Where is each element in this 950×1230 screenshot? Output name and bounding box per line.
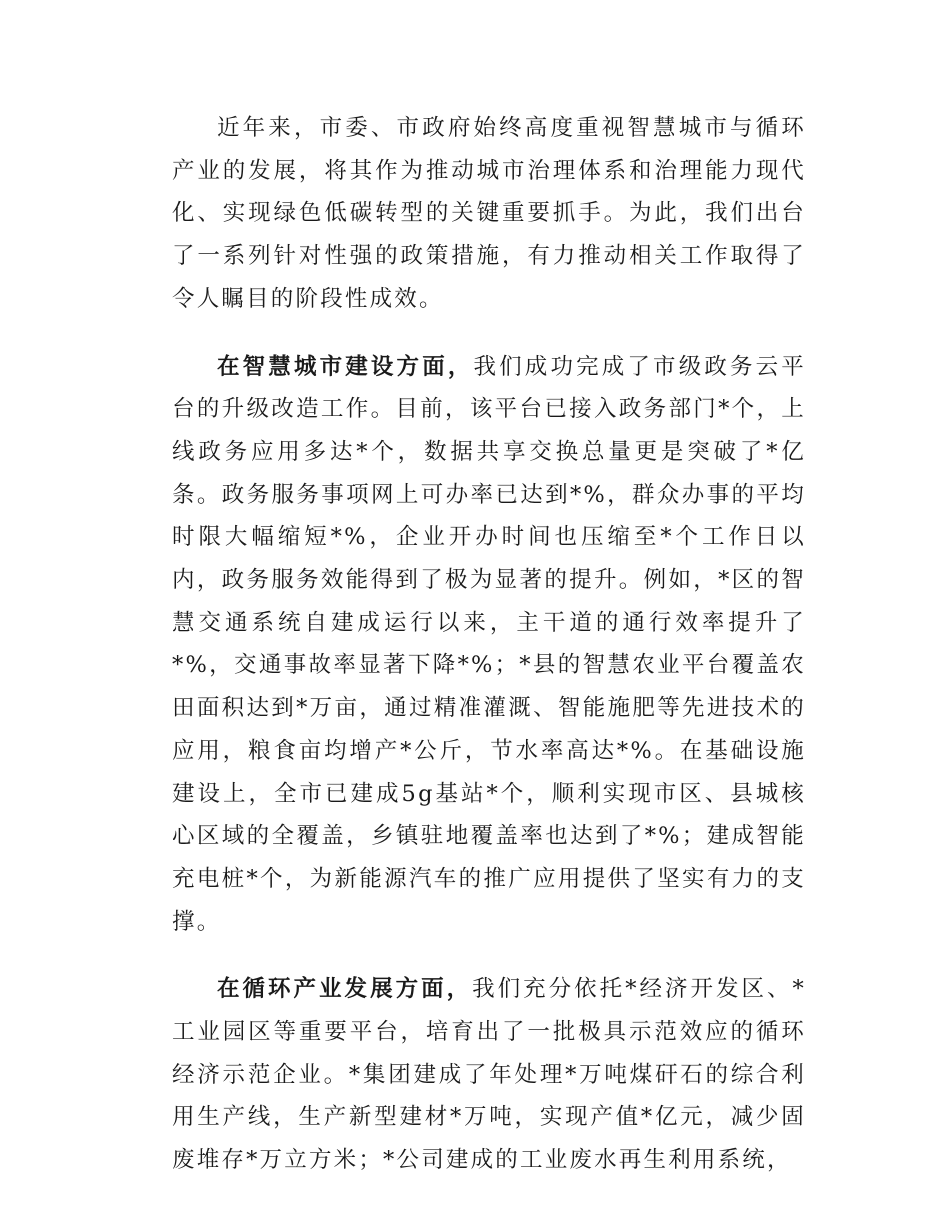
paragraph-intro-text: 近年来，市委、市政府始终高度重视智慧城市与循环产业的发展，将其作为推动城市治理体系和治理能力现代化、实现绿色低碳转型的关键重要抓手。为此，我们出台了一系列针对性强的政策措施，有力推动相关工作取得了令人瞩目的阶段性成效。 bbox=[172, 115, 806, 312]
paragraph-smart-city-heading: 在智慧城市建设方面， bbox=[217, 353, 474, 380]
paragraph-smart-city-text: 我们成功完成了市级政务云平台的升级改造工作。目前，该平台已接入政务部门*个，上线政务应用多达*个，数据共享交换总量更是突破了*亿条。政务服务事项网上可办率已达到*%，群众办事的平均时限大幅缩短*%，企业开办时间也压缩至*个工作日以内，政务服务效能得到了极为显著的提升。例如，*区的智慧交通系统自建成运行以来，主干道的通行效率提升了*%，交通事故率显著下降*%；*县的智慧农业平台覆盖农田面积达到*万亩，通过精准灌溉、智能施肥等先进技术的应用，粮食亩均增产*公斤，节水率高达*%。在基础设施建设上，全市已建成5g基站*个，顺利实现市区、县城核心区域的全覆盖，乡镇驻地覆盖率也达到了*%；建成智能充电桩*个，为新能源汽车的推广应用提供了坚实有力的支撑。 bbox=[172, 353, 806, 935]
paragraph-circular-industry-text: 我们充分依托*经济开发区、*工业园区等重要平台，培育出了一批极具示范效应的循环经济示范企业。*集团建成了年处理*万吨煤矸石的综合利用生产线，生产新型建材*万吨，实现产值*亿元，减少固废堆存*万立方米；*公司建成的工业废水再生利用系统， bbox=[172, 976, 806, 1174]
paragraph-smart-city bbox=[172, 346, 806, 944]
paragraph-circular-industry-heading: 在循环产业发展方面， bbox=[217, 976, 473, 1003]
document-body bbox=[172, 107, 806, 1207]
paragraph-intro bbox=[172, 107, 806, 321]
paragraph-circular-industry bbox=[172, 968, 806, 1182]
